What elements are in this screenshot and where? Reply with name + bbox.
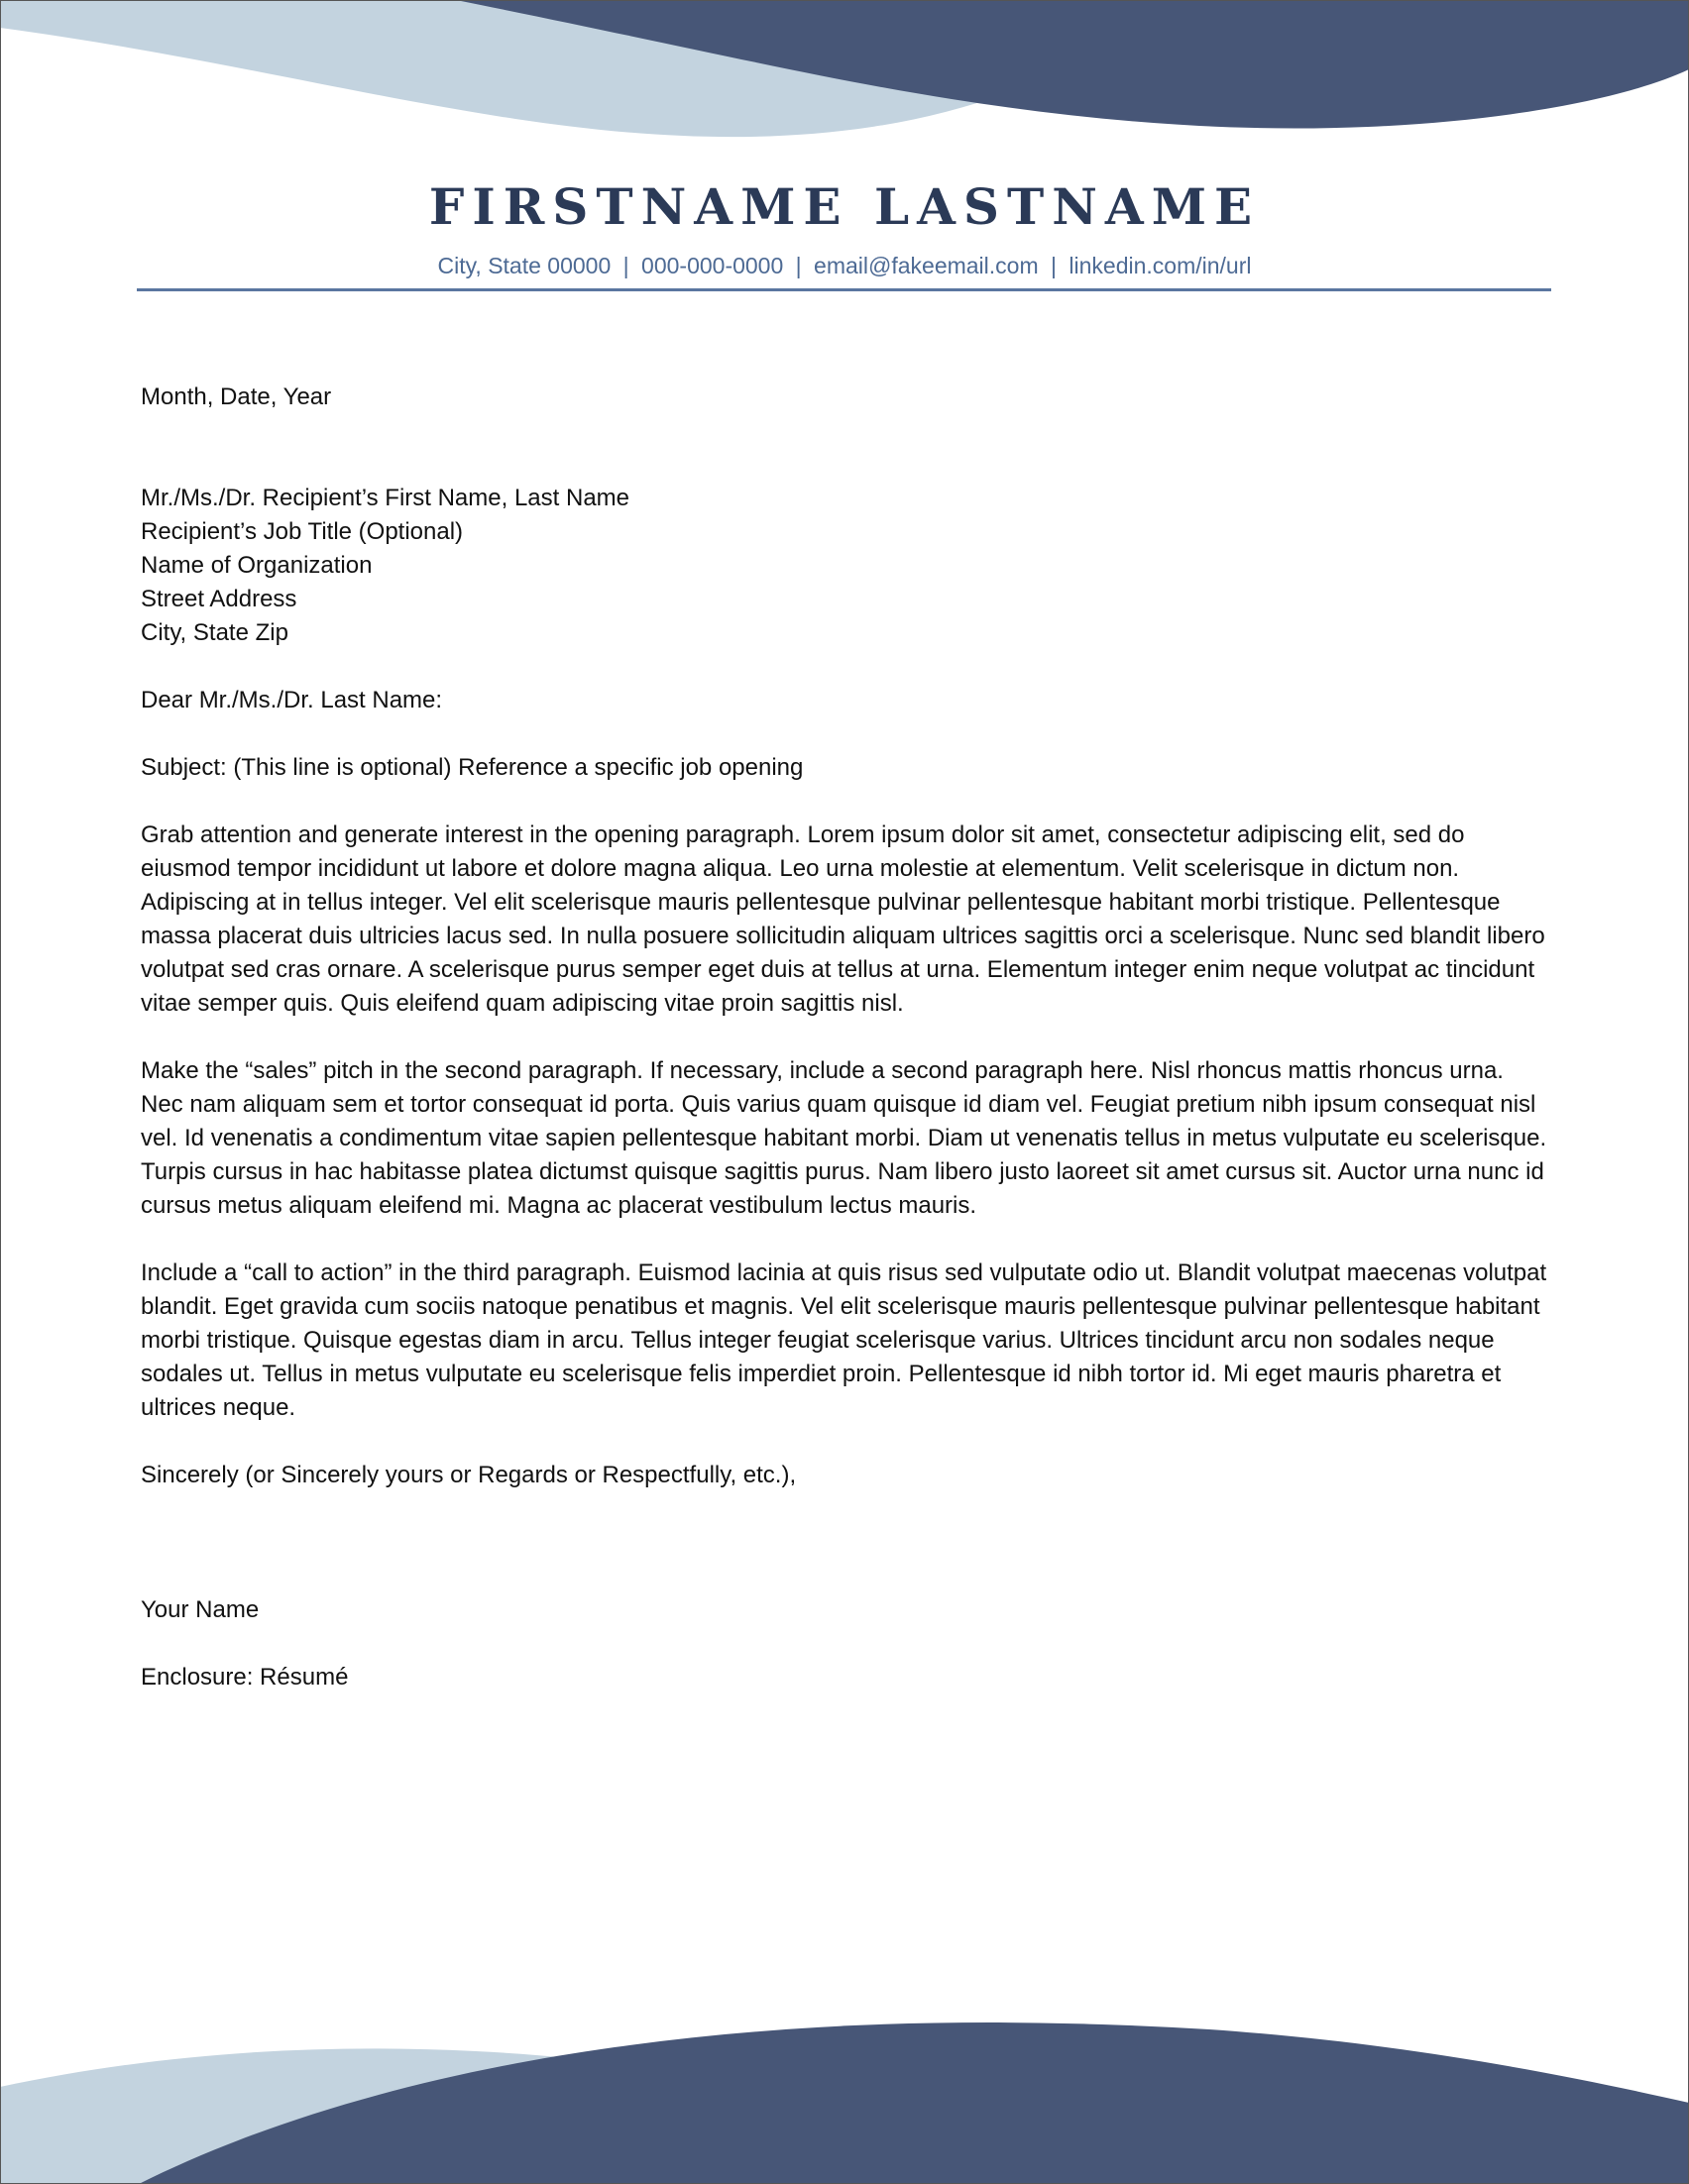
recipient-name: Mr./Ms./Dr. Recipient’s First Name, Last Name [141, 485, 630, 511]
contact-email: email@fakeemail.com [814, 253, 1039, 278]
contact-phone: 000-000-0000 [641, 253, 784, 278]
bottom-wave-decoration [0, 2006, 1689, 2184]
enclosure-note: Enclosure: Résumé [141, 1664, 349, 1691]
contact-separator: | [795, 253, 802, 278]
closing: Sincerely (or Sincerely yours or Regards or Respectfully, etc.), [141, 1462, 797, 1488]
contact-line [0, 250, 1689, 281]
header-divider [137, 288, 1551, 291]
recipient-job-title: Recipient’s Job Title (Optional) [141, 518, 464, 545]
contact-separator: | [1051, 253, 1057, 278]
salutation: Dear Mr./Ms./Dr. Last Name: [141, 687, 443, 713]
contact-location: City, State 00000 [437, 253, 612, 278]
top-wave-decoration [0, 0, 1689, 159]
body-paragraph-opening: Grab attention and generate interest in the opening paragraph. Lorem ipsum dolor sit amet, consectetur adipiscing elit, sed do eiusmod tempor incididunt ut labore et dolore magna aliqua. Leo urna molestie at elementum. Velit scelerisque in dictum non. Adipiscing at in tellus integer. Vel elit scelerisque mauris pellentesque pulvinar pellentesque habitant morbi tristique. Pellentesque massa placerat duis ultricies lacus sed. In nulla posuere sollicitudin aliquam ultrices sagittis orci a scelerisque. Nunc sed blandit libero volutpat sed cras ornare. A scelerisque purus semper eget duis at tellus at urna. Elementum integer enim neque volutpat ac tincidunt vitae semper quis. Quis eleifend quam adipiscing vitae proin sagittis nisl. [141, 821, 1545, 1017]
recipient-street: Street Address [141, 586, 297, 612]
letterhead [0, 174, 1689, 281]
contact-linkedin: linkedin.com/in/url [1069, 253, 1252, 278]
recipient-block [141, 482, 1548, 650]
subject-line: Subject: (This line is optional) Reference a specific job opening [141, 754, 804, 781]
letter-body [141, 381, 1548, 1694]
signature-name: Your Name [141, 1596, 260, 1623]
sender-name: FIRSTNAME LASTNAME [428, 177, 1261, 236]
body-paragraph-call-to-action: Include a “call to action” in the third paragraph. Euismod lacinia at quis risus sed vulputate odio ut. Blandit volutpat maecenas volutpat blandit. Eget gravida cum sociis natoque penatibus et magnis. Vel elit scelerisque mauris pellentesque pulvinar pellentesque habitant morbi tristique. Quisque egestas diam in arcu. Tellus integer feugiat scelerisque varius. Ultrices tincidunt arcu non sodales neque sodales ut. Tellus in metus vulputate eu scelerisque felis imperdiet proin. Pellentesque id nibh tortor id. Mi eget mauris pharetra et ultrices neque. [141, 1259, 1547, 1421]
recipient-city-state-zip: City, State Zip [141, 619, 288, 646]
bottom-navy-wave [139, 2022, 1689, 2184]
letter-date: Month, Date, Year [141, 383, 332, 410]
body-paragraph-pitch: Make the “sales” pitch in the second paragraph. If necessary, include a second paragraph here. Nisl rhoncus mattis rhoncus urna. Nec nam aliquam sem et tortor consequat id porta. Quis varius quam quisque id diam vel. Feugiat pretium nibh ipsum consequat nisl vel. Id venenatis a condimentum vitae sapien pellentesque habitant morbi. Diam ut venenatis tellus in metus vulputate eu scelerisque. Turpis cursus in hac habitasse platea dictumst quisque sagittis purus. Nam libero justo laoreet sit amet cursus sit. Auctor urna nunc id cursus metus aliquam eleifend mi. Magna ac placerat vestibulum lectus mauris. [141, 1057, 1547, 1219]
contact-separator: | [622, 253, 629, 278]
recipient-organization: Name of Organization [141, 552, 373, 579]
